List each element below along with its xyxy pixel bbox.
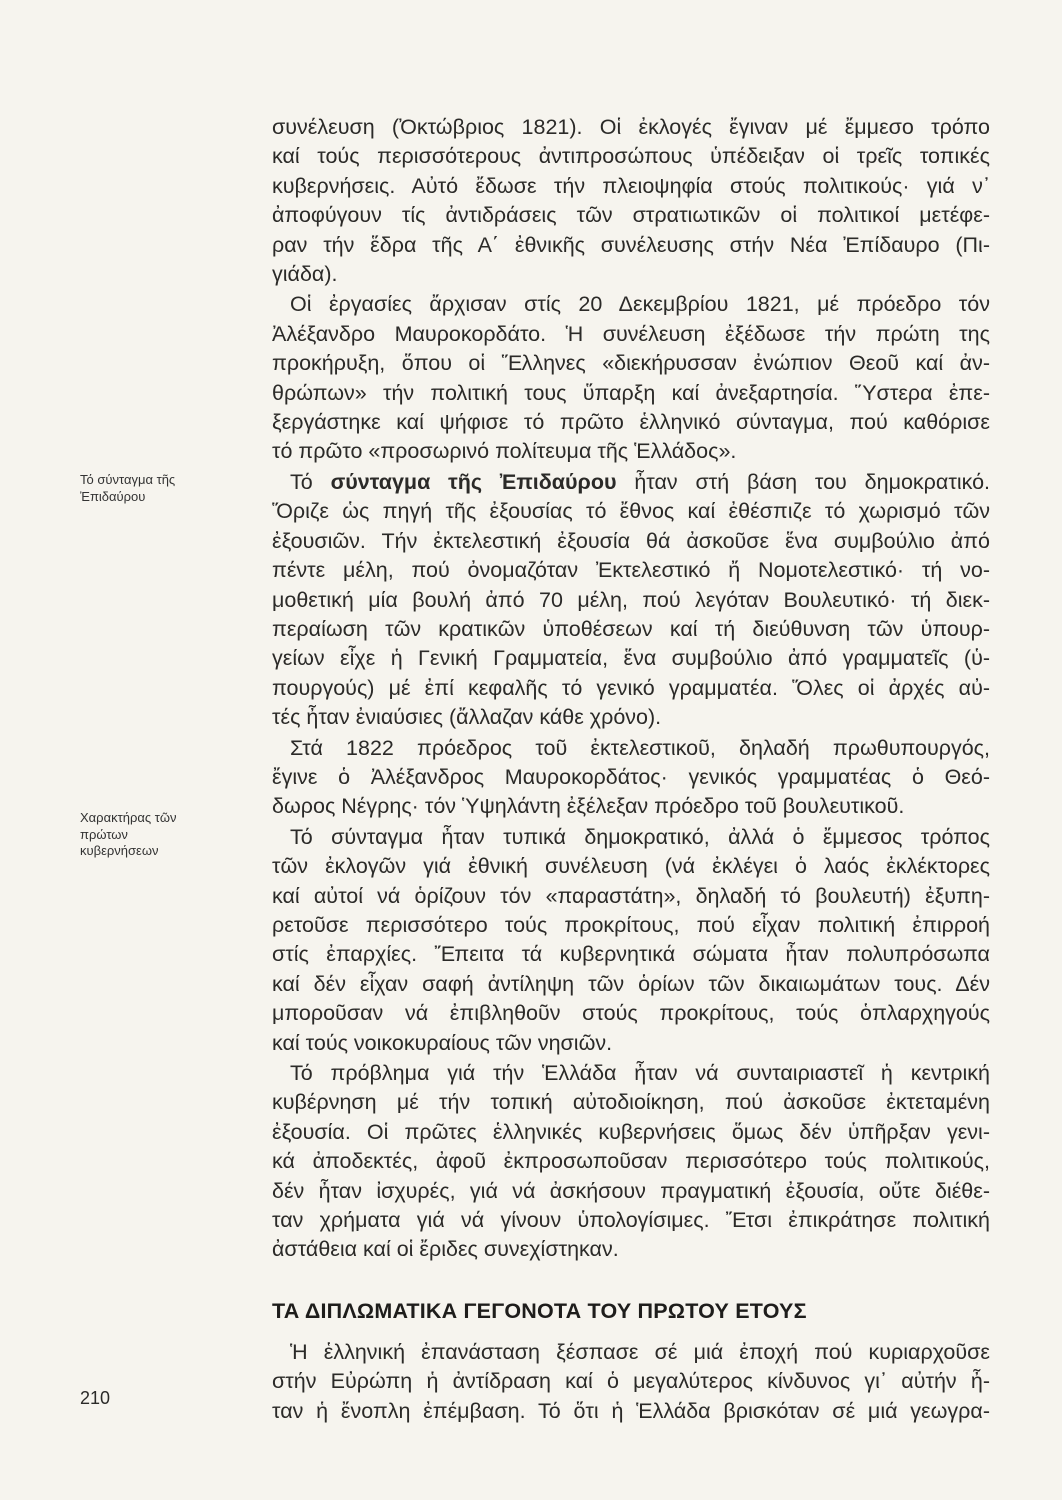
text-line: ραν τήν ἕδρα τῆς Α΄ ἐθνικῆς συνέλευσης στήν Νέα Ἐπίδαυρο (Πι- bbox=[272, 232, 990, 257]
text-line: μοθετική μία βουλή ἀπό 70 μέλη, πού λεγόταν Βουλευτικό· τή διεκ- bbox=[272, 587, 990, 612]
text-line: συνέλευση (Ὀκτώβριος 1821). Οἱ ἐκλογές ἔγιναν μέ ἔμμεσο τρόπο bbox=[272, 115, 990, 139]
paragraph bbox=[272, 1059, 990, 1265]
text-line: γείων εἶχε ἡ Γενική Γραμματεία, ἕνα συμβούλιο ἀπό γραμματεῖς (ὑ- bbox=[272, 646, 990, 671]
text-line: ρετοῦσε περισσότερο τούς προκρίτους, πού εἶχαν πολιτική ἐπιρροή bbox=[272, 912, 990, 937]
text-line: καί αὐτοί νά ὁρίζουν τόν «παραστάτη», δηλαδή τό βουλευτή) ἐξυπη- bbox=[272, 883, 990, 908]
text-line: δωρος Νέγρης· τόν Ὑψηλάντη ἐξέλεξαν πρόεδρο τοῦ βουλευτικοῦ. bbox=[272, 794, 905, 819]
text-line: ἐξουσία. Οἱ πρῶτες ἑλληνικές κυβερνήσεις ὅμως δέν ὑπῆρξαν γενι- bbox=[272, 1119, 990, 1144]
text-line: ταν ἡ ἔνοπλη ἐπέμβαση. Τό ὅτι ἡ Ἑλλάδα βρισκόταν σέ μιά γεωγρα- bbox=[272, 1398, 990, 1423]
text-line: ἀποφύγουν τίς ἀντιδράσεις τῶν στρατιωτικῶν οἱ πολιτικοί μετέφε- bbox=[272, 203, 990, 228]
text-line: Στά 1822 πρόεδρος τοῦ ἐκτελεστικοῦ, δηλαδή πρωθυπουργός, bbox=[290, 735, 990, 760]
text-line: θρώπων» τήν πολιτική τους ὕπαρξη καί ἀνεξαρτησία. Ὕστερα ἐπε- bbox=[272, 380, 990, 405]
text-line: καί τούς περισσότερους ἀντιπροσώπους ὑπέδειξαν οἱ τρεῖς τοπικές bbox=[272, 144, 990, 169]
text-line: περαίωση τῶν κρατικῶν ὑποθέσεων καί τή διεύθυνση τῶν ὑπουρ- bbox=[272, 616, 990, 641]
text-line: Ἡ ἑλληνική ἐπανάσταση ξέσπασε σέ μιά ἐποχή πού κυριαρχοῦσε bbox=[290, 1339, 990, 1364]
paragraph bbox=[272, 468, 990, 733]
text-line: τές ἦταν ἐνιαύσιες (ἄλλαζαν κάθε χρόνο). bbox=[272, 705, 662, 730]
text-line: Ἀλέξανδρο Μαυροκορδάτο. Ἡ συνέλευση ἐξέδωσε τήν πρώτη της bbox=[272, 321, 990, 346]
section-heading: ΤΑ ΔΙΠΛΩΜΑΤΙΚΑ ΓΕΓΟΝΟΤΑ ΤΟΥ ΠΡΩΤΟΥ ΕΤΟΥΣ bbox=[272, 1298, 807, 1323]
text-line: τό πρῶτο «προσωρινό πολίτευμα τῆς Ἑλλάδος». bbox=[272, 439, 737, 464]
text-line: στίς ἐπαρχίες. Ἔπειτα τά κυβερνητικά σώματα ἦταν πολυπρόσωπα bbox=[272, 942, 990, 967]
text-line: καί δέν εἶχαν σαφή ἀντίληψη τῶν ὁρίων τῶν δικαιωμάτων τους. Δέν bbox=[272, 971, 990, 996]
margin-note-epidaurus-constitution bbox=[80, 472, 175, 505]
text-line: δέν ἦταν ἰσχυρές, γιά νά ἀσκήσουν πραγματική ἐξουσία, οὔτε διέθε- bbox=[272, 1178, 990, 1203]
text-line: ἔγινε ὁ Ἀλέξανδρος Μαυροκορδάτος· γενικός γραμματέας ὁ Θεό- bbox=[272, 764, 990, 789]
text-line: μποροῦσαν νά ἐπιβληθοῦν στούς προκρίτους, τούς ὁπλαρχηγούς bbox=[272, 1001, 990, 1026]
bold-term: σύνταγμα τῆς Ἐπιδαύρου bbox=[330, 469, 617, 494]
text-line: Τό σύνταγμα ἦταν τυπικά δημοκρατικό, ἀλλά ὁ ἔμμεσος τρόπος bbox=[290, 824, 990, 849]
text-line: Ὅριζε ὡς πηγή τῆς ἐξουσίας τό ἔθνος καί ἐθέσπιζε τό χωρισμό τῶν bbox=[272, 499, 990, 524]
text-line: στήν Εὐρώπη ἡ ἀντίδραση καί ὁ μεγαλύτερος κίνδυνος γι᾽ αὐτήν ἦ- bbox=[272, 1369, 990, 1394]
text-line: ταν χρήματα γιά νά γίνουν ὑπολογίσιμες. Ἔτσι ἐπικράτησε πολιτική bbox=[272, 1208, 990, 1233]
margin-note-line: κυβερνήσεων bbox=[80, 843, 159, 858]
text-line: κυβερνήσεις. Αὐτό ἔδωσε τήν πλειοψηφία στούς πολιτικούς· γιά ν᾽ bbox=[272, 173, 990, 198]
text-segment: ἦταν στή βάση του δημοκρατικό. bbox=[616, 469, 991, 494]
margin-note-first-governments bbox=[80, 810, 177, 860]
margin-note-line: Ἐπιδαύρου bbox=[80, 488, 146, 504]
margin-note-line: Χαρακτήρας τῶν bbox=[80, 810, 177, 825]
margin-note-line: Τό σύνταγμα τῆς bbox=[80, 472, 176, 487]
paragraph bbox=[272, 823, 990, 1058]
section-paragraphs bbox=[272, 1338, 990, 1426]
text-segment: Τό bbox=[290, 469, 331, 494]
text-line bbox=[272, 468, 990, 497]
paragraph bbox=[272, 290, 990, 466]
text-line: γιάδα). bbox=[272, 262, 338, 287]
paragraph bbox=[272, 734, 990, 822]
main-paragraphs bbox=[272, 113, 990, 1265]
text-line: Τό πρόβλημα γιά τήν Ἑλλάδα ἦταν νά συνταιριαστεῖ ἡ κεντρική bbox=[290, 1061, 990, 1085]
page-number: 210 bbox=[80, 1388, 111, 1408]
text-line: πουργούς) μέ ἐπί κεφαλῆς τό γενικό γραμματέα. Ὅλες οἱ ἀρχές αὐ- bbox=[272, 675, 990, 700]
text-line: ἀστάθεια καί οἱ ἔριδες συνεχίστηκαν. bbox=[272, 1237, 619, 1262]
text-line: πέντε μέλη, πού ὀνομαζόταν Ἐκτελεστικό ἤ Νομοτελεστικό· τή νο- bbox=[272, 558, 990, 583]
text-line: προκήρυξη, ὅπου οἱ Ἕλληνες «διεκήρυσσαν ἐνώπιον Θεοῦ καί ἀν- bbox=[272, 351, 990, 376]
margin-note-line: πρώτων bbox=[80, 826, 128, 842]
body-text bbox=[272, 113, 990, 1427]
text-line: Οἱ ἐργασίες ἄρχισαν στίς 20 Δεκεμβρίου 1821, μέ πρόεδρο τόν bbox=[290, 292, 990, 317]
text-line: κυβέρνηση μέ τήν τοπική αὐτοδιοίκηση, πού ἀσκοῦσε ἐκτεταμένη bbox=[272, 1090, 990, 1115]
paragraph bbox=[272, 1338, 990, 1426]
text-line: κά ἀποδεκτές, ἀφοῦ ἐκπροσωποῦσαν περισσότερο τούς πολιτικούς, bbox=[272, 1149, 990, 1174]
paragraph bbox=[272, 113, 990, 289]
text-line: ξεργάστηκε καί ψήφισε τό πρῶτο ἑλληνικό σύνταγμα, πού καθόρισε bbox=[272, 410, 990, 435]
text-line: ἐξουσιῶν. Τήν ἐκτελεστική ἐξουσία θά ἀσκοῦσε ἕνα συμβούλιο ἀπό bbox=[272, 528, 990, 553]
text-line: τῶν ἐκλογῶν γιά ἐθνική συνέλευση (νά ἐκλέγει ὁ λαός ἐκλέκτορες bbox=[272, 854, 990, 879]
text-line: καί τούς νοικοκυραίους τῶν νησιῶν. bbox=[272, 1030, 613, 1055]
